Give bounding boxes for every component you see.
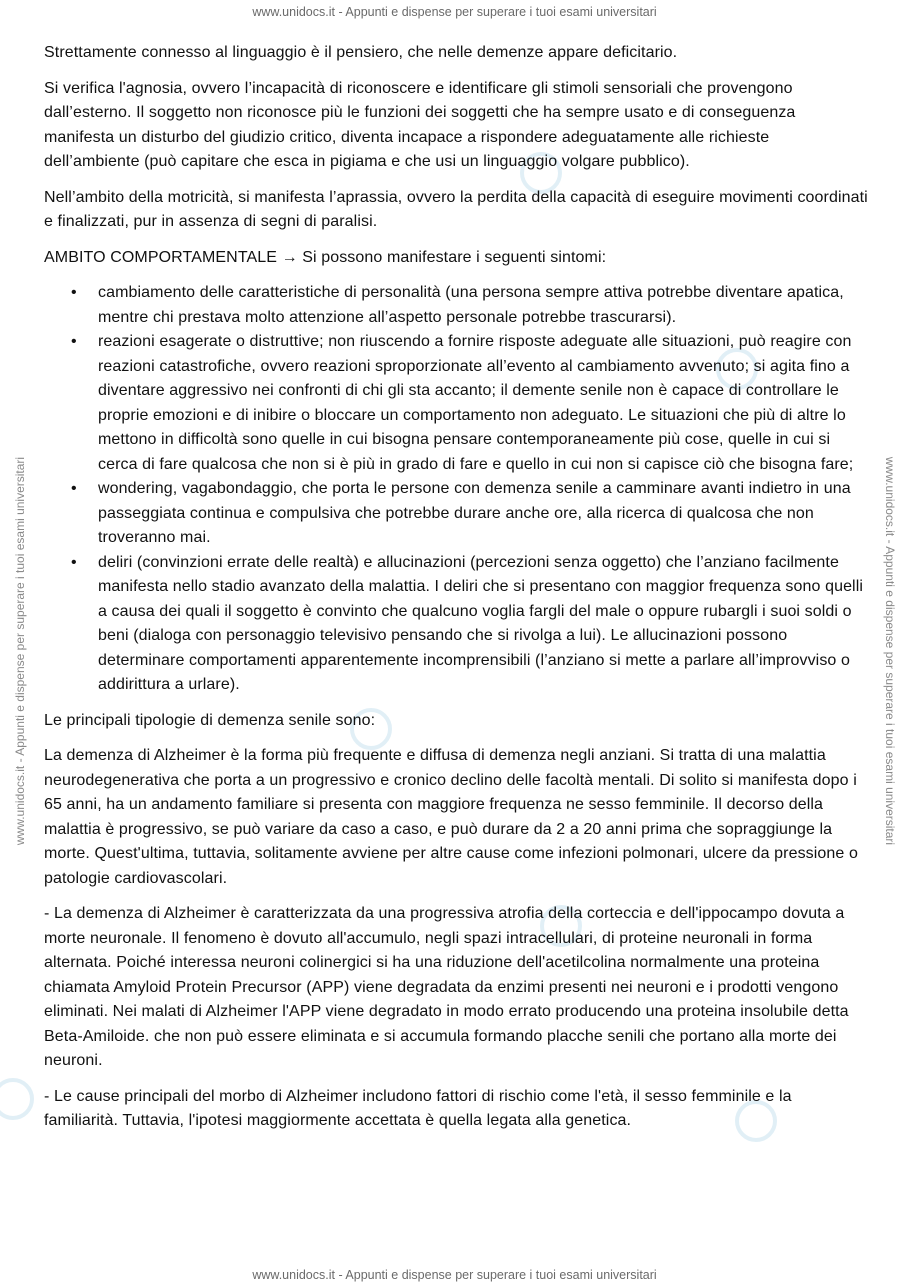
- bullet-icon: •: [71, 333, 77, 350]
- list-item-text: deliri (convinzioni errate delle realtà) e allucinazioni (percezioni senza oggetto) che l’anziano facilmente manifesta nello stadio avanzato della malattia. I deliri che si presentano con maggior frequenza sono quelli a causa dei quali il soggetto è convinto che qualcuno voglia fargli del male o oppure rubargli i suoi soldi o beni (dialoga con personaggio televisivo pensando che si rivolga a lui). Le allucinazioni possono determinare comportamenti apparentemente incomprensibili (l’anziano si mette a parlare all’improvviso o addirittura a urlare).: [98, 553, 864, 693]
- section-heading: AMBITO COMPORTAMENTALE → Si possono manifestare i seguenti sintomi:: [44, 248, 607, 266]
- paragraph: - Le cause principali del morbo di Alzheimer includono fattori di rischio come l'età, il sesso femminile e la familiarità. Tuttavia, l'ipotesi maggiormente accettata è quella legata alla genetica.: [44, 1087, 792, 1129]
- paragraph: Si verifica l'agnosia, ovvero l’incapacità di riconoscere e identificare gli stimoli sensoriali che provengono dall’esterno. Il soggetto non riconosce più le funzioni dei soggetti che ha sempre usato e di conseguenza manifesta un disturbo del giudizio critico, diventa incapace a rispondere adeguatamente alle richieste dell’ambiente (può capitare che esca in pigiama e che usi un linguaggio volgare pubblico).: [44, 79, 796, 170]
- list-item-text: reazioni esagerate o distruttive; non riuscendo a fornire risposte adeguate alle situazioni, può reagire con reazioni catastrofiche, ovvero reazioni sproporzionate all’evento al cambiamento avvenuto; si agita fino a diventare aggressivo nei confronti di chi gli sta accanto; il demente senile non è capace di controllare le proprie emozioni e di inibire o bloccare un comportamento non adeguato. Le situazioni che più di altre lo mettono in difficoltà sono quelle in cui bisogna pensare contemporaneamente più cose, quelle in cui si cerca di fare qualcosa che non si è più in grado di fare e quello in cui non si capisce ciò che bisogna fare;: [98, 333, 854, 473]
- paragraph: La demenza di Alzheimer è la forma più frequente e diffusa di demenza negli anziani. Si tratta di una malattia neurodegenerativa che porta a un progressivo e cronico declino delle facoltà mentali. Di solito si manifesta dopo i 65 anni, ha un andamento familiare si presenta con maggiore frequenza ne sesso femminile. Il decorso della malattia è progressivo, se può variare da caso a caso, e può durare da 2 a 20 anni prima che sopraggiunge la morte. Quest'ultima, tuttavia, solitamente avviene per altre cause come infezioni polmonari, ulcere da pressione o patologie cardiovascolari.: [44, 747, 858, 887]
- watermark-right: www.unidocs.it - Appunti e dispense per superare i tuoi esami universitari: [883, 456, 897, 846]
- list-item-text: cambiamento delle caratteristiche di personalità (una persona sempre attiva potrebbe diventare apatica, mentre chi prestava molto attenzione all’aspetto personale potrebbe trascurarsi).: [98, 284, 844, 326]
- unidocs-stamp-icon: [0, 1078, 34, 1120]
- document-body: [44, 41, 868, 1145]
- list-item: [71, 477, 868, 551]
- paragraph: Strettamente connesso al linguaggio è il pensiero, che nelle demenze appare deficitario.: [44, 44, 678, 61]
- list-item: [71, 281, 868, 330]
- watermark-bottom: www.unidocs.it - Appunti e dispense per superare i tuoi esami universitari: [252, 1268, 657, 1282]
- paragraph: - La demenza di Alzheimer è caratterizzata da una progressiva atrofia della corteccia e dell'ippocampo dovuta a morte neuronale. Il fenomeno è dovuto all'accumulo, negli spazi intracellulari, di proteine neuronali in forma alternata. Poiché interessa neuroni colinergici si ha una riduzione dell'acetilcolina normalmente una proteina chiamata Amyloid Protein Precursor (APP) viene degradata da enzimi presenti nei neuroni e i prodotti vengono eliminati. Nei malati di Alzheimer l'APP viene degradato in modo errato producendo una proteina insolubile detta Beta-Amiloide. che non può essere eliminata e si accumula formando placche senili che portano alla morte dei neuroni.: [44, 905, 849, 1069]
- watermark-top: www.unidocs.it - Appunti e dispense per superare i tuoi esami universitari: [252, 5, 657, 19]
- symptom-list: [44, 281, 868, 698]
- bullet-icon: •: [71, 284, 77, 301]
- paragraph: Nell’ambito della motricità, si manifesta l’aprassia, ovvero la perdita della capacità di eseguire movimenti coordinati e finalizzati, pur in assenza di segni di paralisi.: [44, 188, 868, 230]
- list-item: [71, 330, 868, 477]
- watermark-left: www.unidocs.it - Appunti e dispense per superare i tuoi esami universitari: [13, 456, 27, 846]
- paragraph: Le principali tipologie di demenza senile sono:: [44, 711, 376, 729]
- bullet-icon: •: [71, 480, 77, 497]
- list-item: [71, 551, 868, 698]
- list-item-text: wondering, vagabondaggio, che porta le persone con demenza senile a camminare avanti indietro in una passeggiata continua e compulsiva che potrebbe durare anche ore, alla ricerca di qualcosa che non troveranno mai.: [98, 480, 851, 546]
- bullet-icon: •: [71, 553, 77, 571]
